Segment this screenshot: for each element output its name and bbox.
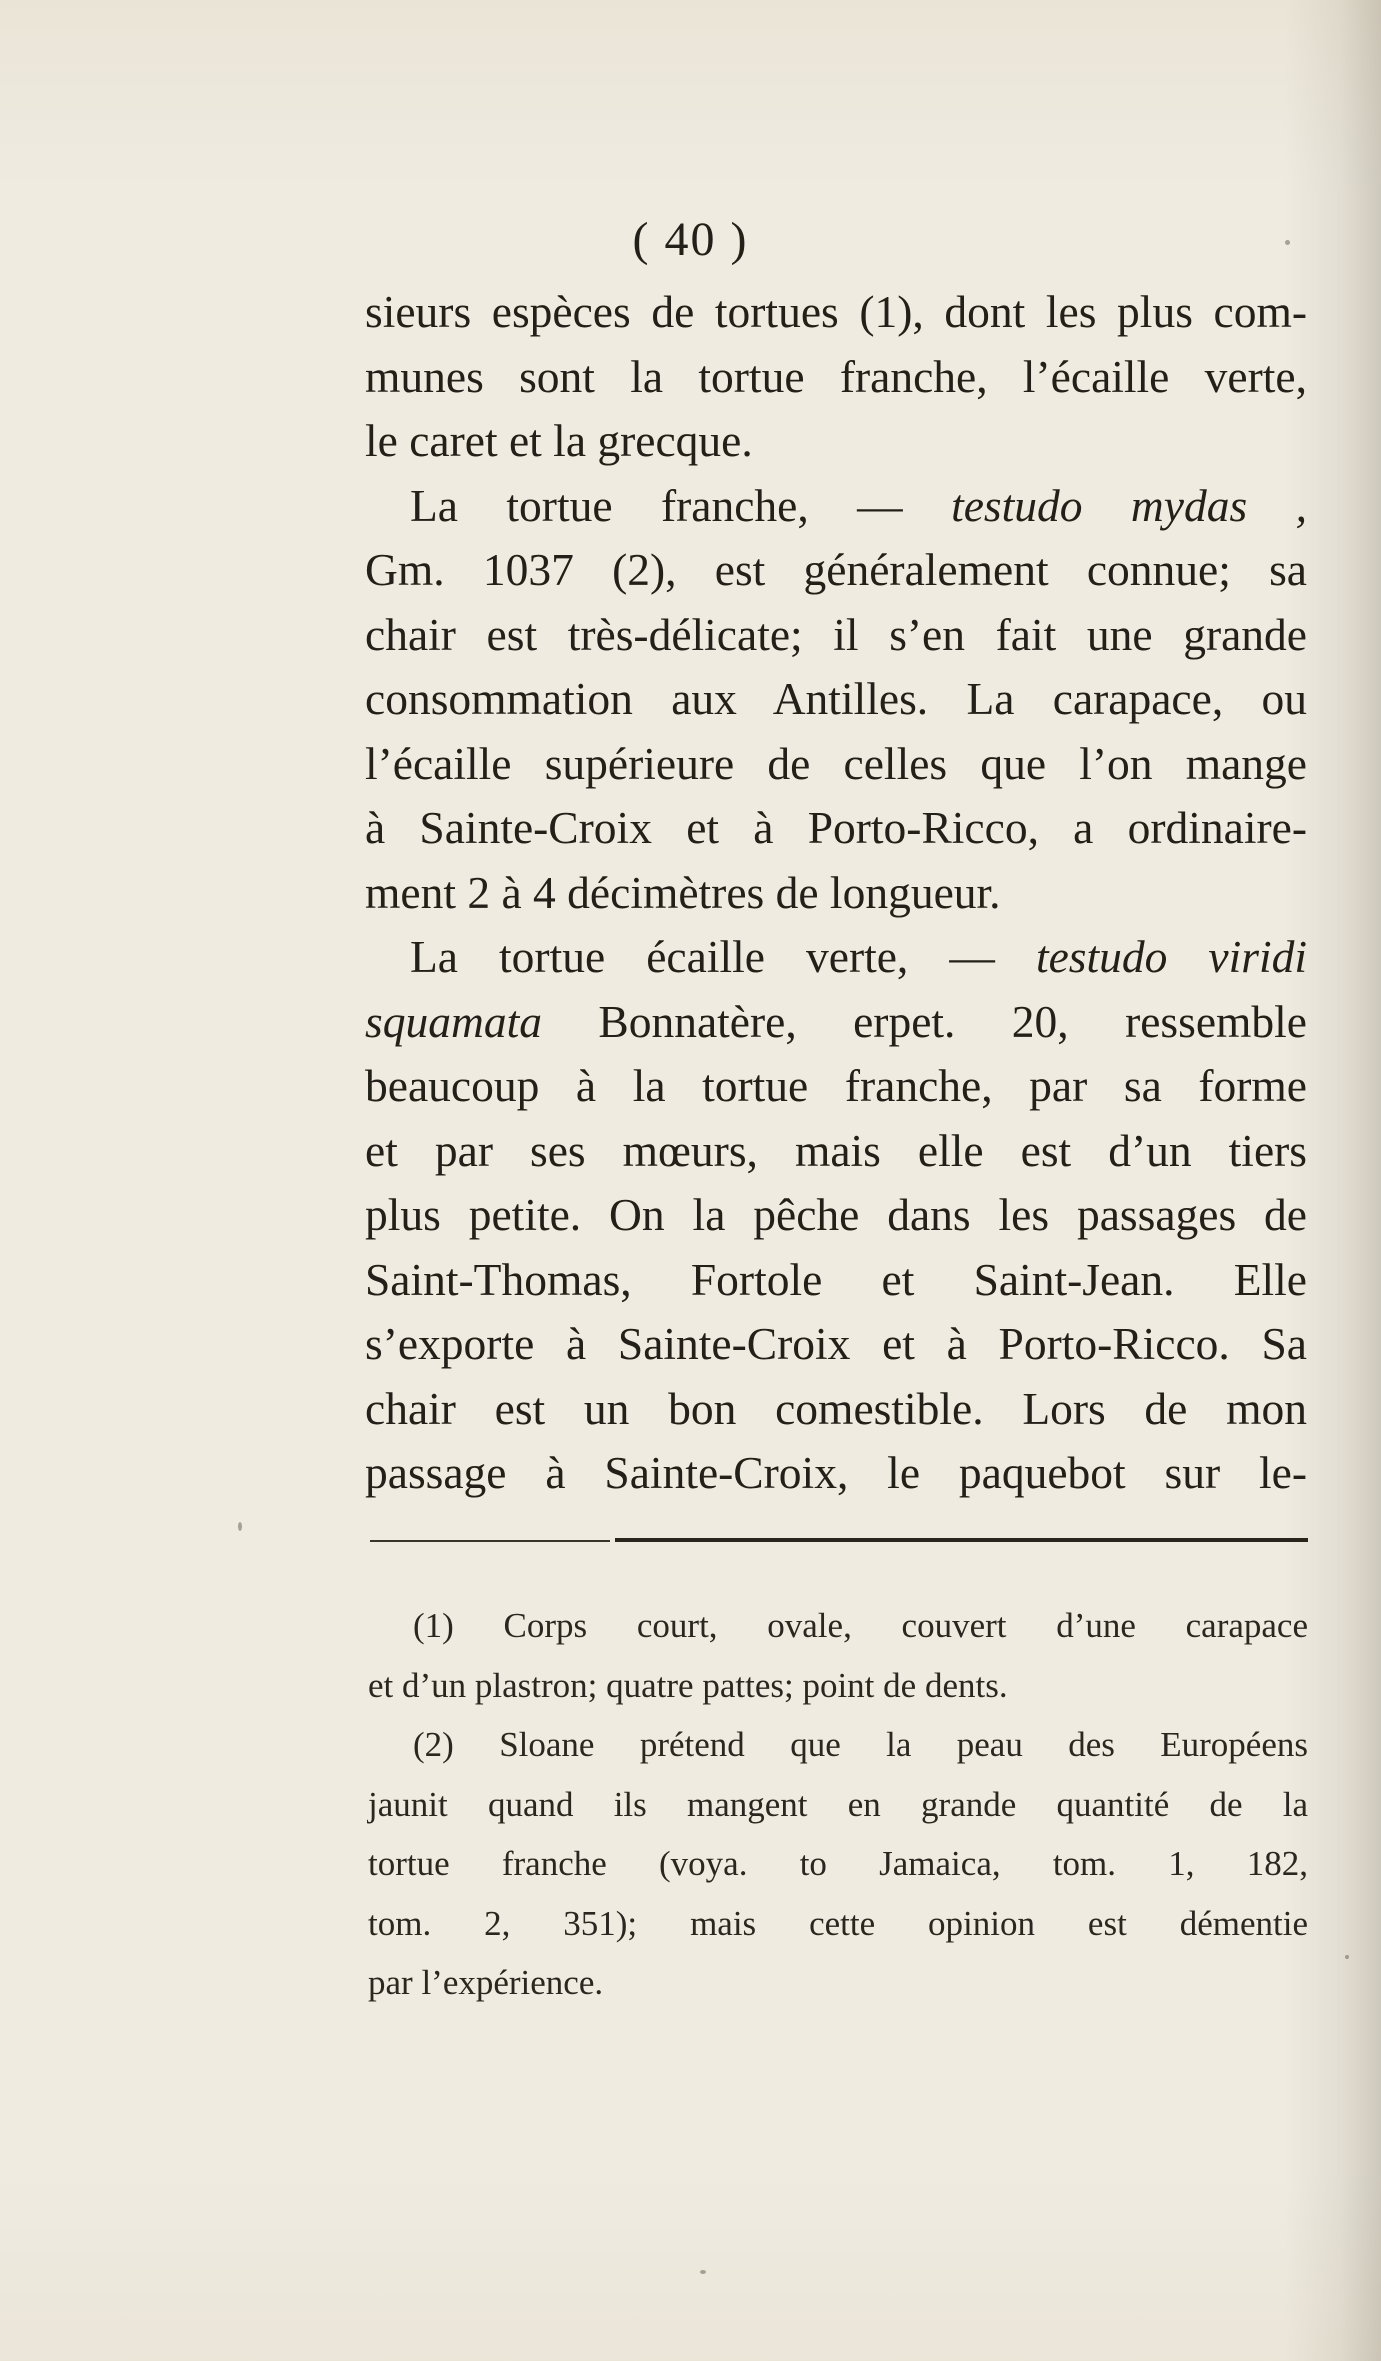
rule-thin-segment bbox=[370, 1540, 610, 1542]
text-line: consommation aux Antilles. La carapace, ou bbox=[365, 673, 1307, 724]
text-line: beaucoup à la tortue franche, par sa forme bbox=[365, 1060, 1307, 1111]
page-number: ( 40 ) bbox=[632, 213, 749, 266]
text-segment: La tortue écaille verte, — bbox=[410, 931, 995, 982]
paper-speck bbox=[238, 1522, 242, 1531]
text-line: Saint-Thomas, Fortole et Saint-Jean. Elle bbox=[365, 1253, 1307, 1305]
species-name: testudo viridi bbox=[1035, 931, 1308, 982]
text-line: et par ses mœurs, mais elle est d’un tiers bbox=[365, 1124, 1307, 1176]
footnote-line: jaunit quand ils mangent en grande quantité de la bbox=[368, 1784, 1308, 1824]
text-line: Gm. 1037 (2), est généralement connue; sa bbox=[365, 544, 1307, 595]
text-line bbox=[365, 990, 1307, 1055]
footnote-line: et d’un plastron; quatre pattes; point de dents. bbox=[368, 1665, 1008, 1705]
text-line: s’exporte à Sainte-Croix et à Porto-Ricco. Sa bbox=[365, 1318, 1307, 1369]
footnote-line: (1) Corps court, ovale, couvert d’une carapace bbox=[413, 1606, 1308, 1645]
text-line: ment 2 à 4 décimètres de longueur. bbox=[365, 866, 1001, 918]
text-segment: Bonnatère, erpet. 20, ressemble bbox=[598, 995, 1307, 1047]
paper-speck bbox=[1285, 240, 1290, 245]
footnote-line: (2) Sloane prétend que la peau des Européens bbox=[413, 1725, 1308, 1764]
text-line: le caret et la grecque. bbox=[365, 415, 753, 466]
text-line bbox=[365, 925, 1307, 990]
footnote-line: par l’expérience. bbox=[368, 1963, 604, 2002]
species-name: squamata bbox=[365, 995, 542, 1047]
text-line: chair est un bon comestible. Lors de mon bbox=[365, 1382, 1307, 1434]
footnote-line: tortue franche (voya. to Jamaica, tom. 1, 182, bbox=[368, 1844, 1308, 1883]
body-text bbox=[365, 280, 1307, 1506]
species-name: testudo mydas , bbox=[951, 479, 1307, 531]
text-line: chair est très-délicate; il s’en fait une grande bbox=[365, 608, 1307, 660]
text-line: sieurs espèces de tortues (1), dont les plus com- bbox=[365, 286, 1307, 337]
text-segment: La tortue franche, — bbox=[410, 479, 903, 531]
text-line: munes sont la tortue franche, l’écaille verte, bbox=[365, 350, 1307, 402]
paper-speck bbox=[700, 2270, 706, 2274]
text-line bbox=[365, 474, 1307, 539]
paper-speck bbox=[1345, 1955, 1349, 1959]
footnotes bbox=[368, 1596, 1308, 2013]
rule-thick-segment bbox=[615, 1538, 1308, 1542]
footnote-line: tom. 2, 351); mais cette opinion est démentie bbox=[368, 1903, 1308, 1943]
text-line: plus petite. On la pêche dans les passages de bbox=[365, 1189, 1307, 1240]
text-line: l’écaille supérieure de celles que l’on mange bbox=[365, 737, 1307, 789]
text-line: à Sainte-Croix et à Porto-Ricco, a ordinaire- bbox=[365, 802, 1307, 853]
text-line: passage à Sainte-Croix, le paquebot sur le- bbox=[365, 1447, 1307, 1498]
